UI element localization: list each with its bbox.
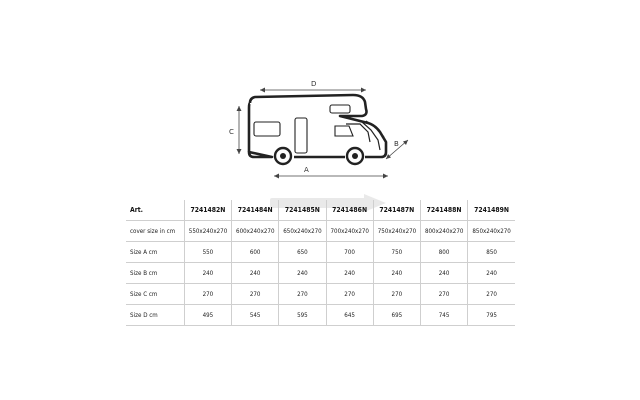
- table-cell: 270: [232, 284, 279, 305]
- article-number: 7241487N: [373, 200, 420, 221]
- table-cell: 240: [232, 263, 279, 284]
- article-number: 7241488N: [420, 200, 467, 221]
- table-cell: 700x240x270: [326, 221, 373, 242]
- table-cell: 600x240x270: [232, 221, 279, 242]
- art-column-header: Art.: [126, 200, 184, 221]
- dimension-b-label: B: [394, 140, 399, 148]
- row-label: Size A cm: [126, 242, 184, 263]
- table-cell: 650x240x270: [279, 221, 326, 242]
- table-cell: 240: [279, 263, 326, 284]
- vehicle-body: [249, 95, 386, 157]
- row-label: Size B cm: [126, 263, 184, 284]
- table-cell: 240: [326, 263, 373, 284]
- dimension-a: [274, 166, 388, 179]
- table-cell: 645: [326, 305, 373, 326]
- table-cell: 240: [184, 263, 231, 284]
- table-cell: 600: [232, 242, 279, 263]
- table-cell: 550x240x270: [184, 221, 231, 242]
- table-cell: 270: [279, 284, 326, 305]
- table-cell: 240: [468, 263, 515, 284]
- table-cell: 750: [373, 242, 420, 263]
- table-cell: 545: [232, 305, 279, 326]
- dimension-d-label: D: [311, 80, 317, 88]
- table-cell: 240: [420, 263, 467, 284]
- article-number: 7241489N: [468, 200, 515, 221]
- table-cell: 795: [468, 305, 515, 326]
- row-label: Size C cm: [126, 284, 184, 305]
- dimension-d: [260, 80, 366, 93]
- motorhome-cover-diagram: [228, 76, 418, 181]
- table-cell: 745: [420, 305, 467, 326]
- table-cell: 495: [184, 305, 231, 326]
- table-cell: 800x240x270: [420, 221, 467, 242]
- dimension-a-label: A: [304, 166, 309, 174]
- article-number: 7241484N: [232, 200, 279, 221]
- table-cell: 750x240x270: [373, 221, 420, 242]
- table-cell: 850: [468, 242, 515, 263]
- table-cell: 270: [326, 284, 373, 305]
- table-cell: 650: [279, 242, 326, 263]
- table-row: [126, 305, 515, 326]
- row-label: Size D cm: [126, 305, 184, 326]
- row-label: cover size in cm: [126, 221, 184, 242]
- table-cell: 595: [279, 305, 326, 326]
- specification-table: [126, 200, 515, 326]
- table-row: [126, 221, 515, 242]
- article-number: 7241485N: [279, 200, 326, 221]
- table-cell: 270: [184, 284, 231, 305]
- dimension-c: [229, 106, 242, 154]
- article-number: 7241486N: [326, 200, 373, 221]
- table-cell: 550: [184, 242, 231, 263]
- table-row: [126, 263, 515, 284]
- table-cell: 240: [373, 263, 420, 284]
- dimension-b: [386, 140, 408, 159]
- dimension-c-label: C: [229, 128, 234, 136]
- vehicle-windows: [254, 105, 353, 153]
- table-cell: 695: [373, 305, 420, 326]
- table-cell: 270: [420, 284, 467, 305]
- table-header-row: [126, 200, 515, 221]
- table-cell: 270: [373, 284, 420, 305]
- table-cell: 850x240x270: [468, 221, 515, 242]
- article-number: 7241482N: [184, 200, 231, 221]
- table-row: [126, 284, 515, 305]
- table-cell: 270: [468, 284, 515, 305]
- table-cell: 700: [326, 242, 373, 263]
- motorhome-outline: [228, 76, 418, 181]
- table-row: [126, 242, 515, 263]
- table-cell: 800: [420, 242, 467, 263]
